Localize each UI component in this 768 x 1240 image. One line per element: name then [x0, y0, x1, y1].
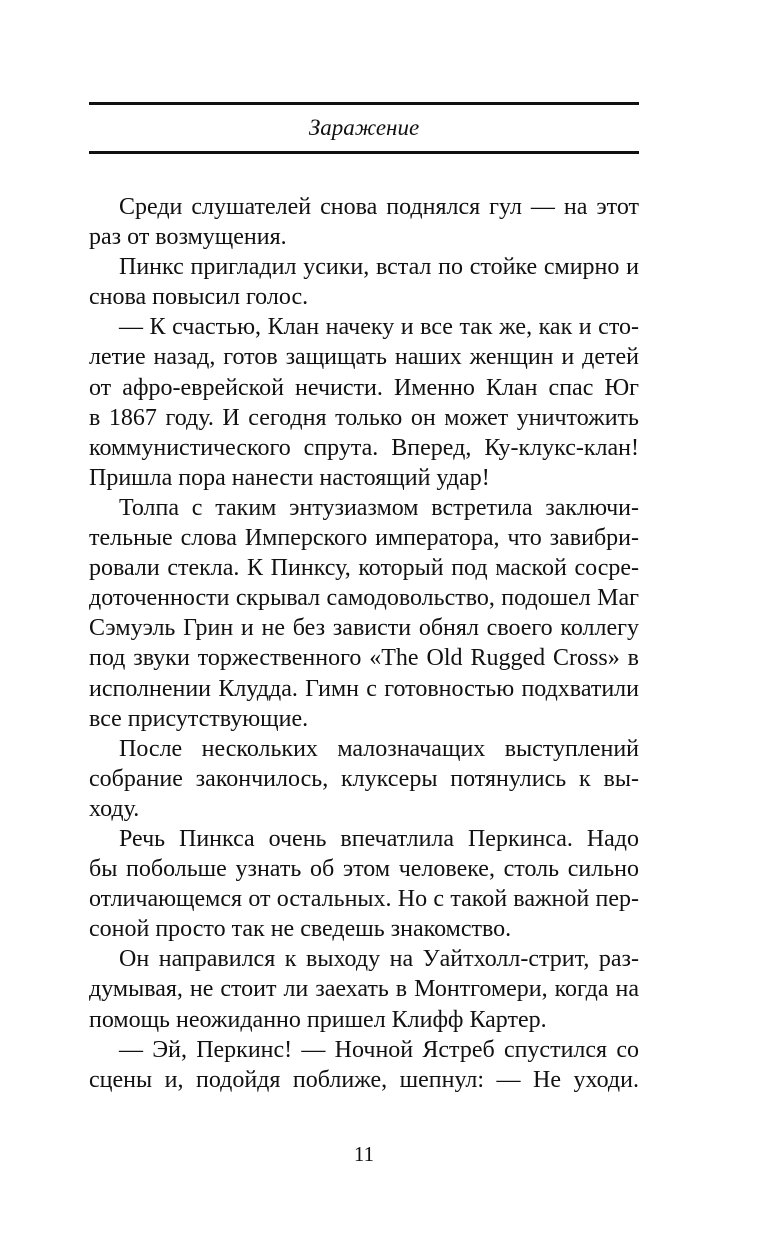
- text-line: снова повысил голос.: [89, 284, 309, 311]
- running-head-title: Заражение: [308, 115, 420, 140]
- text-line: летие назад, готов защищать наших женщин и детей: [89, 344, 639, 371]
- text-line: Пришла пора нанести настоящий удар!: [89, 464, 490, 491]
- header-bottom-rule: [89, 151, 639, 154]
- text-line: ровали стекла. К Пинксу, который под маской сосре-: [89, 555, 639, 582]
- text-line: доточенности скрывал самодовольство, подошел Маг: [89, 585, 639, 612]
- text-line: Среди слушателей снова поднялся гул — на этот: [119, 194, 639, 220]
- page-number: 11: [353, 1142, 375, 1166]
- text-line: отличающемся от остальных. Но с такой важной пер-: [89, 886, 639, 913]
- body-text: [89, 192, 639, 1095]
- text-line: под звуки торжественного «The Old Rugged Cross» в: [89, 645, 639, 672]
- text-line: в 1867 году. И сегодня только он может уничтожить: [89, 404, 639, 431]
- header-top-rule: [89, 102, 639, 105]
- text-line: раз от возмущения.: [89, 224, 287, 251]
- text-line: Речь Пинкса очень впечатлила Перкинса. Надо: [119, 825, 639, 852]
- text-line: собрание закончилось, клуксеры потянулись к вы-: [89, 765, 639, 792]
- text-line: Сэмуэль Грин и не без зависти обнял своего коллегу: [89, 615, 639, 642]
- text-line: исполнении Клудда. Гимн с готовностью подхватили: [89, 675, 639, 702]
- text-line: думывая, не стоит ли заехать в Монтгомери, когда на: [89, 976, 639, 1003]
- text-line: коммунистического спрута. Вперед, Ку-клукс-клан!: [89, 434, 639, 461]
- text-line: ходу.: [89, 795, 140, 822]
- text-line: Он направился к выходу на Уайтхолл-стрит, раз-: [119, 946, 639, 973]
- text-line: — К счастью, Клан начеку и все так же, как и сто-: [119, 314, 639, 341]
- text-line: сцены и, подойдя поближе, шепнул: — Не уходи.: [89, 1066, 639, 1093]
- text-line: — Эй, Перкинс! — Ночной Ястреб спустился со: [119, 1036, 639, 1063]
- text-line: все присутствующие.: [89, 705, 309, 732]
- text-line: от афро-еврейской нечисти. Именно Клан спас Юг: [89, 374, 639, 401]
- text-line: тельные слова Имперского императора, что завибри-: [89, 525, 639, 552]
- text-line: бы побольше узнать об этом человеке, столь сильно: [89, 856, 639, 883]
- text-line: Толпа с таким энтузиазмом встретила заключи-: [119, 494, 639, 521]
- text-line: После нескольких малозначащих выступлений: [119, 735, 639, 762]
- text-line: соной просто так не сведешь знакомство.: [89, 916, 512, 943]
- text-line: помощь неожиданно пришел Клифф Картер.: [89, 1006, 547, 1033]
- text-line: Пинкс пригладил усики, встал по стойке смирно и: [119, 254, 639, 281]
